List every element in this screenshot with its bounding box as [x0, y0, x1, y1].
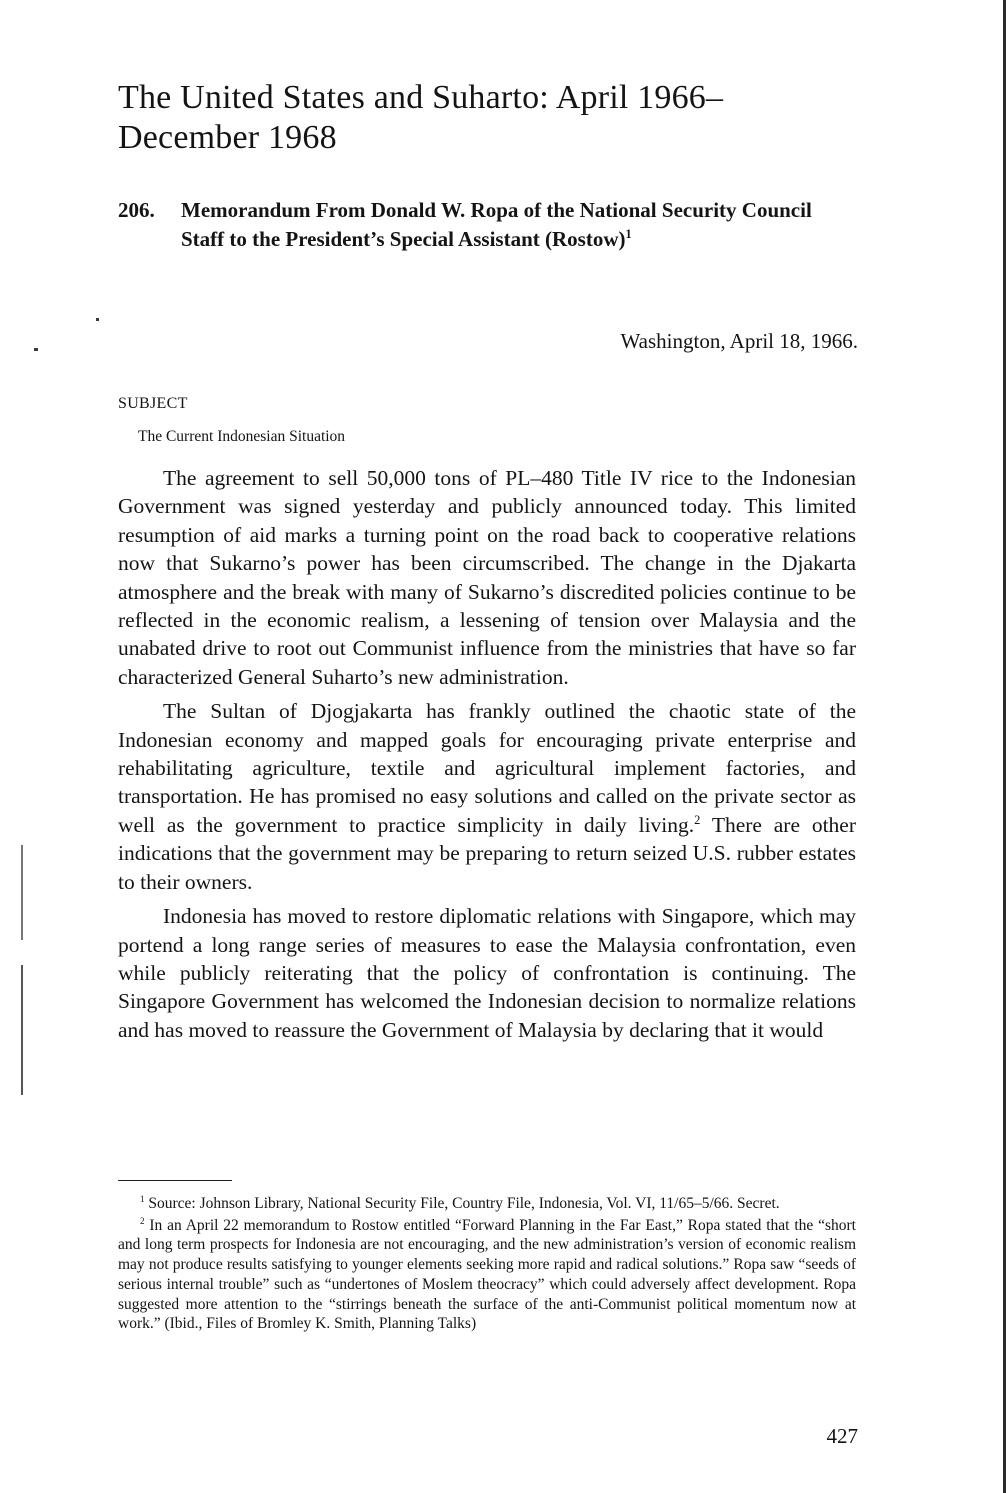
scan-speck [34, 348, 38, 351]
body-paragraph-1: The agreement to sell 50,000 tons of PL–480 Title IV rice to the Indonesian Government was signed yesterday and publicly announced today. This limited resumption of aid marks a turning point on the road back to cooperative relations now that Sukarno’s power has been circumscribed. The change in the Djakarta atmosphere and the break with many of Sukarno’s discredited policies continue to be reflected in the economic realism, a lessening of tension over Malaysia and the unabated drive to root out Communist influence from the ministries that have so far characterized General Suharto’s new administration. [118, 466, 856, 689]
scan-margin-mark [21, 845, 23, 940]
dateline: Washington, April 18, 1966. [620, 329, 858, 353]
footnotes [118, 1194, 856, 1336]
body-paragraph-3: Indonesia has moved to restore diplomatic relations with Singapore, which may portend a long range series of measures to ease the Malaysia confrontation, even while publicly reiterating that the policy of confrontation is continuing. The Singapore Government has welcomed the Indonesian decision to normalize relations and has moved to reassure the Government of Malaysia by declaring that it would [118, 904, 856, 1042]
page-number: 427 [826, 1424, 858, 1448]
footnote-1 [118, 1194, 856, 1214]
footnote-ref-2[interactable]: 2 [694, 812, 701, 827]
page-edge-shadow [1003, 0, 1006, 1493]
footnote-text-2: In an April 22 memorandum to Rostow entitled “Forward Planning in the Far East,” Ropa stated that the “short and long term prospects for Indonesia are not encouraging, and the new administration’s version of economic realism may not produce results satisfying to younger elements seeking more rapid and radical solutions.” Ropa saw “seeds of serious internal trouble” such as “undertones of Moslem theocracy” which could adversely affect development. Ropa suggested more attention to the “stirrings beneath the surface of the anti-Communist political momentum now at work.” (Ibid., Files of Bromley K. Smith, Planning Talks) [118, 1216, 856, 1333]
body-paragraph-2 [118, 697, 856, 896]
subject-value: The Current Indonesian Situation [138, 428, 346, 445]
footnote-divider [118, 1180, 232, 1181]
body-paragraph-2-part-b: There are other indications that the government may be preparing to return seized U.S. rubber estates to their owners. [118, 812, 856, 894]
document-heading [118, 196, 858, 254]
footnote-text-1: Source: Johnson Library, National Security File, Country File, Indonesia, Vol. VI, 11/65–5/66. Secret. [144, 1195, 780, 1212]
document-heading-text [181, 196, 858, 254]
document-number: 206. [118, 198, 155, 222]
footnote-ref-1[interactable]: 1 [625, 227, 632, 241]
scan-speck [96, 318, 99, 321]
footnote-marker-2: 2 [140, 1215, 145, 1226]
footnote-marker-1: 1 [140, 1193, 145, 1204]
body-paragraph-2-part-a: The Sultan of Djogjakarta has frankly outlined the chaotic state of the Indonesian economy and mapped goals for encouraging private enterprise and rehabilitating agriculture, textile and agricultural implement factories, and transportation. He has promised no easy solutions and called on the private sector as well as the government to practice simplicity in daily living. [118, 699, 856, 837]
scan-margin-mark [21, 965, 23, 1095]
document-title: Memorandum From Donald W. Ropa of the National Security Council Staff to the President’s Special Assistant (Rostow) [181, 198, 812, 251]
memo-body [118, 464, 856, 1050]
chapter-title: The United States and Suharto: April 1966–December 1968 [118, 79, 724, 156]
subject-label: SUBJECT [118, 395, 188, 412]
footnote-2 [118, 1216, 856, 1334]
